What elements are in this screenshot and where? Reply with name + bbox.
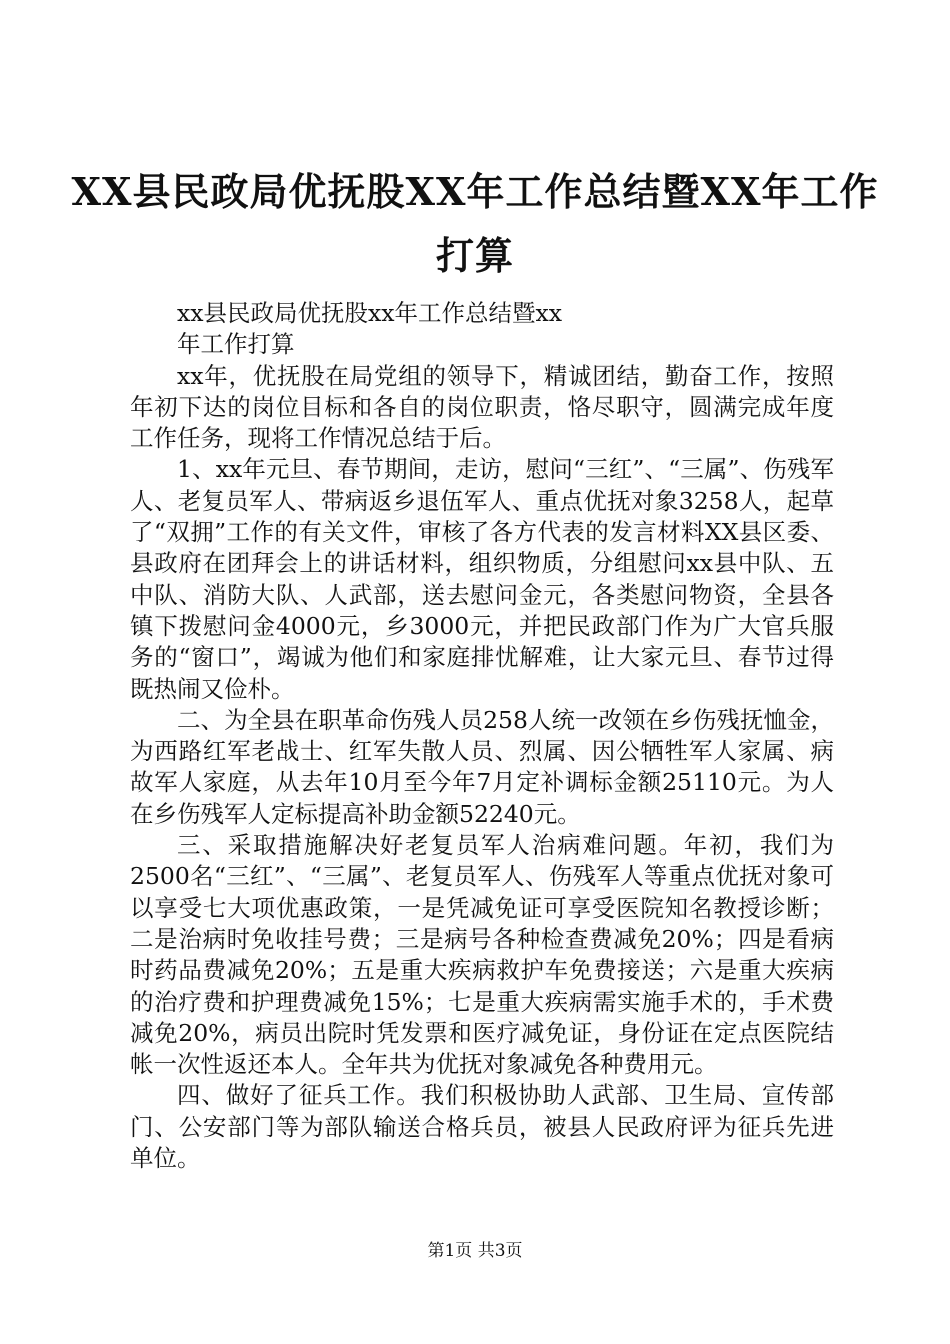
document-title: XX县民政局优抚股XX年工作总结暨XX年工作打算 bbox=[71, 169, 879, 278]
paragraph-3: 三、采取措施解决好老复员军人治病难问题。年初，我们为2500名“三红”、“三属”、老复员军人、伤残军人等重点优抚对象可以享受七大项优惠政策，一是凭减免证可享受医院知名教授诊断；二是治病时免收挂号费；三是病号各种检查费减免20%；四是看病时药品费减免20%；五是重大疾病救护车免费接送；六是重大疾病的治疗费和护理费减免15%；七是重大疾病需实施手术的，手术费减免20%，病员出院时凭发票和医疗减免证，身份证在定点医院结帐一次性返还本人。全年共为优抚对象减免各种费用元。 bbox=[130, 831, 834, 1079]
subtitle-line-1: xx县民政局优抚股xx年工作总结暨xx bbox=[177, 299, 563, 327]
subtitle-line-2: 年工作打算 bbox=[177, 330, 295, 359]
page-footer: 第1页 共3页 bbox=[427, 1241, 523, 1261]
document-body bbox=[130, 298, 834, 1174]
paragraph-intro: xx年，优抚股在局党组的领导下，精诚团结，勤奋工作，按照年初下达的岗位目标和各自的岗位职责，恪尽职守，圆满完成年度工作任务，现将工作情况总结于后。 bbox=[130, 361, 834, 453]
paragraph-1: 1、xx年元旦、春节期间，走访，慰问“三红”、“三属”、伤残军人、老复员军人、带病返乡退伍军人、重点优抚对象3258人，起草了“双拥”工作的有关文件，审核了各方代表的发言材料XX县区委、县政府在团拜会上的讲话材料，组织物质，分组慰问xx县中队、五中队、消防大队、人武部，送去慰问金元，各类慰问物资，全县各镇下拨慰问金4000元，乡3000元，并把民政部门作为广大官兵服务的“窗口”，竭诚为他们和家庭排忧解难，让大家元旦、春节过得既热闹又俭朴。 bbox=[130, 455, 834, 703]
paragraph-4: 四、做好了征兵工作。我们积极协助人武部、卫生局、宣传部门、公安部门等为部队输送合格兵员，被县人民政府评为征兵先进单位。 bbox=[130, 1081, 834, 1173]
paragraph-2: 二、为全县在职革命伤残人员258人统一改领在乡伤残抚恤金，为西路红军老战士、红军失散人员、烈属、因公牺牲军人家属、病故军人家庭，从去年10月至今年7月定补调标金额25110元。为人在乡伤残军人定标提高补助金额52240元。 bbox=[130, 705, 834, 828]
